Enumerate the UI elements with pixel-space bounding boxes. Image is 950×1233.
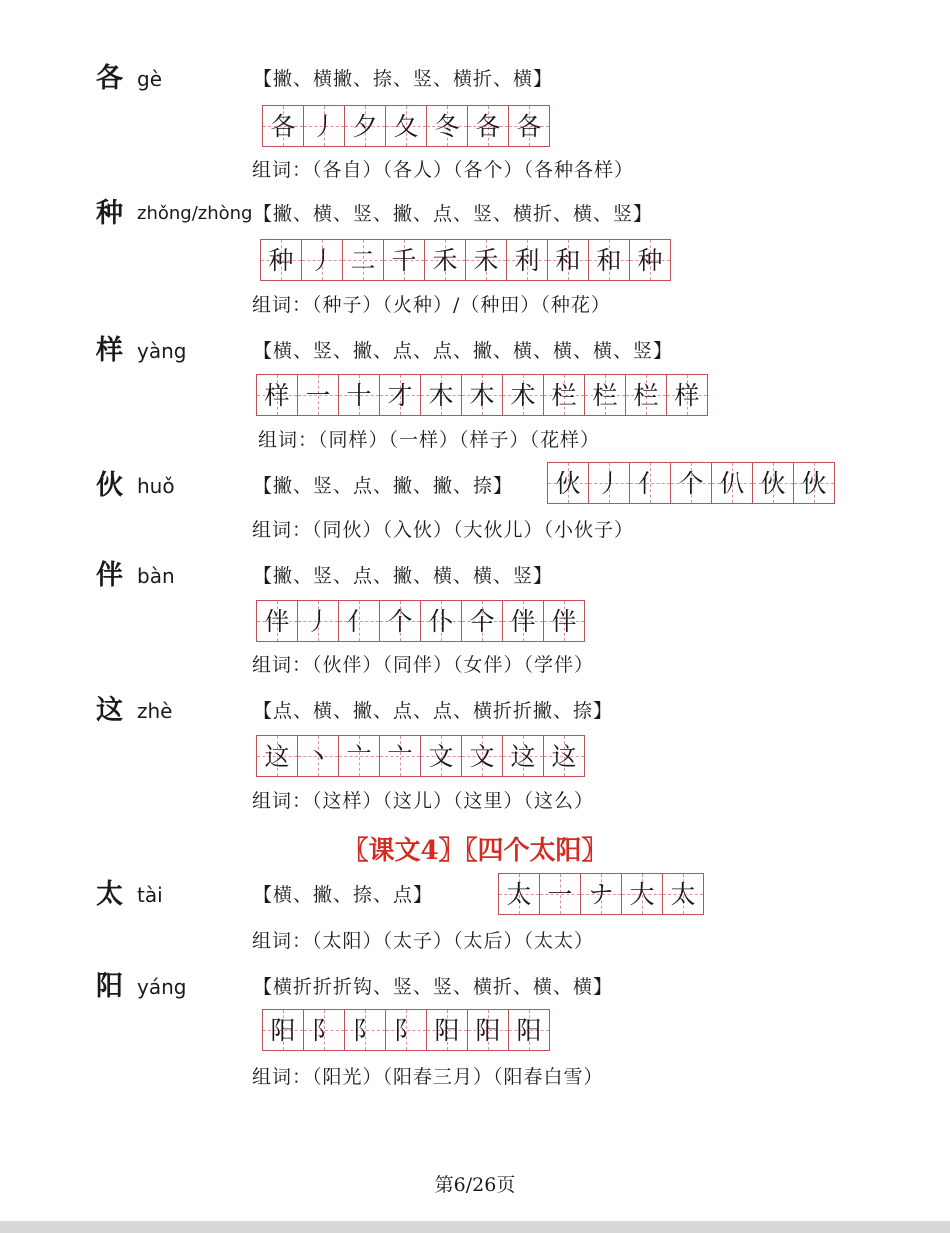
stroke-cell [263, 1010, 304, 1050]
word-examples: 组词：（种子）（火种）/（种田）（种花） [252, 294, 611, 316]
stroke-glyph: 个 [678, 468, 704, 498]
stroke-order: 【撇、竖、点、撇、横、横、竖】 [253, 565, 554, 587]
stroke-grid [256, 374, 708, 416]
stroke-cell [427, 106, 468, 146]
word-examples: 组词：（各自）（各人）（各个）（各种各样） [252, 159, 635, 181]
page-number: 第6/26页 [434, 1174, 516, 1196]
stroke-grid [498, 873, 704, 915]
entry-pinyin: bàn [137, 564, 175, 588]
stroke-cell [622, 874, 663, 914]
stroke-glyph: 亻 [637, 468, 663, 498]
word-examples: 组词：（这样）（这儿）（这里）（这么） [252, 790, 595, 812]
word-examples: 组词：（同伙）（入伙）（大伙儿）（小伙子） [252, 519, 635, 541]
stroke-cell [384, 240, 425, 280]
stroke-cell [544, 601, 584, 641]
lesson-heading: 〖课文4〗〖四个太阳〗 [342, 836, 608, 866]
stroke-cell [257, 601, 298, 641]
entry-pinyin: gè [137, 67, 162, 91]
stroke-cell [427, 1010, 468, 1050]
stroke-glyph: 一 [305, 380, 331, 410]
stroke-glyph: 一 [547, 879, 573, 909]
entry-pinyin: zhè [137, 699, 173, 723]
stroke-glyph: 种 [268, 245, 294, 275]
stroke-glyph: 样 [264, 380, 290, 410]
stroke-cell [343, 240, 384, 280]
stroke-cell [421, 736, 462, 776]
stroke-order: 【横、撇、捺、点】 [253, 884, 434, 906]
stroke-cell [663, 874, 703, 914]
stroke-cell [298, 375, 339, 415]
stroke-cell [302, 240, 343, 280]
stroke-glyph: 和 [555, 245, 581, 275]
stroke-glyph: 栏 [633, 380, 659, 410]
stroke-glyph: 夂 [393, 111, 419, 141]
stroke-glyph: 伙 [760, 468, 786, 498]
stroke-cell [503, 375, 544, 415]
stroke-glyph: 木 [469, 380, 495, 410]
stroke-cell [626, 375, 667, 415]
stroke-glyph: 各 [475, 111, 501, 141]
stroke-glyph: 禾 [432, 245, 458, 275]
stroke-cell [671, 463, 712, 503]
entry-character: 各 [96, 63, 123, 94]
entry-pinyin: tài [137, 883, 163, 907]
entry-character: 伴 [96, 560, 123, 591]
entry-character: 太 [96, 879, 123, 910]
stroke-glyph: 利 [514, 245, 540, 275]
stroke-cell [499, 874, 540, 914]
stroke-cell [509, 106, 549, 146]
stroke-cell [304, 106, 345, 146]
stroke-glyph: 这 [510, 741, 536, 771]
stroke-cell [712, 463, 753, 503]
word-examples: 组词：（阳光）（阳春三月）（阳春白雪） [252, 1066, 604, 1088]
word-examples: 组词：（伙伴）（同伴）（女伴）（学伴） [252, 654, 595, 676]
stroke-cell [585, 375, 626, 415]
stroke-cell [466, 240, 507, 280]
stroke-glyph: 伴 [510, 606, 536, 636]
entry-character: 伙 [96, 470, 123, 501]
stroke-cell [462, 736, 503, 776]
stroke-cell [548, 240, 589, 280]
stroke-cell [630, 240, 670, 280]
stroke-glyph: 仆 [428, 606, 454, 636]
stroke-cell [257, 736, 298, 776]
stroke-glyph: 阳 [434, 1015, 460, 1045]
stroke-glyph: 各 [270, 111, 296, 141]
stroke-cell [503, 601, 544, 641]
entry-pinyin: yàng [137, 339, 187, 363]
stroke-glyph: 丶 [305, 741, 331, 771]
stroke-glyph: 伙 [801, 468, 827, 498]
stroke-glyph: ナ [588, 879, 614, 909]
stroke-cell [257, 375, 298, 415]
stroke-cell [298, 601, 339, 641]
stroke-glyph: 文 [469, 741, 495, 771]
stroke-glyph: 仈 [719, 468, 745, 498]
stroke-glyph: 丿 [596, 468, 622, 498]
stroke-glyph: 阳 [475, 1015, 501, 1045]
stroke-cell [503, 736, 544, 776]
stroke-cell [425, 240, 466, 280]
stroke-glyph: 术 [510, 380, 536, 410]
stroke-glyph: 冬 [434, 111, 460, 141]
stroke-order: 【撇、横、竖、撇、点、竖、横折、横、竖】 [253, 203, 654, 225]
stroke-cell [421, 375, 462, 415]
stroke-order: 【横折折折钩、竖、竖、横折、横、横】 [253, 976, 614, 998]
stroke-glyph: 大 [629, 879, 655, 909]
stroke-glyph: 这 [551, 741, 577, 771]
stroke-glyph: 亠 [346, 741, 372, 771]
stroke-glyph: 丿 [311, 111, 337, 141]
stroke-glyph: 阝 [311, 1015, 337, 1045]
stroke-cell [421, 601, 462, 641]
bottom-scroll-bar [0, 1221, 950, 1233]
stroke-grid [260, 239, 671, 281]
stroke-cell [345, 1010, 386, 1050]
stroke-glyph: 亠 [387, 741, 413, 771]
stroke-cell [386, 106, 427, 146]
stroke-cell [380, 375, 421, 415]
stroke-glyph: 丿 [305, 606, 331, 636]
stroke-glyph: 伙 [555, 468, 581, 498]
entry-pinyin: zhǒng/zhòng [137, 203, 253, 224]
stroke-cell [386, 1010, 427, 1050]
stroke-glyph: 这 [264, 741, 290, 771]
stroke-cell [540, 874, 581, 914]
stroke-cell [261, 240, 302, 280]
stroke-cell [339, 601, 380, 641]
stroke-cell [380, 736, 421, 776]
stroke-cell [462, 601, 503, 641]
stroke-cell [581, 874, 622, 914]
stroke-cell [753, 463, 794, 503]
stroke-glyph: 栏 [592, 380, 618, 410]
stroke-glyph: 木 [428, 380, 454, 410]
stroke-glyph: 伴 [264, 606, 290, 636]
stroke-glyph: 十 [346, 380, 372, 410]
stroke-glyph: 栏 [551, 380, 577, 410]
entry-pinyin: yáng [137, 975, 187, 999]
entry-character: 种 [96, 198, 123, 229]
stroke-glyph: 样 [674, 380, 700, 410]
stroke-grid [262, 105, 550, 147]
stroke-glyph: 太 [670, 879, 696, 909]
entry-character: 阳 [96, 971, 123, 1002]
stroke-glyph: 伴 [551, 606, 577, 636]
stroke-grid [256, 735, 585, 777]
stroke-glyph: 才 [387, 380, 413, 410]
stroke-glyph: 丿 [309, 245, 335, 275]
stroke-cell [507, 240, 548, 280]
stroke-glyph: 种 [637, 245, 663, 275]
stroke-cell [304, 1010, 345, 1050]
stroke-cell [298, 736, 339, 776]
stroke-glyph: 个 [387, 606, 413, 636]
stroke-grid [547, 462, 835, 504]
entry-character: 这 [96, 695, 123, 726]
stroke-glyph: 太 [506, 879, 532, 909]
stroke-cell [589, 463, 630, 503]
stroke-cell [468, 1010, 509, 1050]
stroke-cell [380, 601, 421, 641]
stroke-grid [262, 1009, 550, 1051]
stroke-glyph: 二 [350, 245, 376, 275]
stroke-glyph: 千 [391, 245, 417, 275]
stroke-glyph: 禾 [473, 245, 499, 275]
stroke-cell [794, 463, 834, 503]
stroke-glyph: 阝 [393, 1015, 419, 1045]
stroke-cell [345, 106, 386, 146]
stroke-order: 【撇、竖、点、撇、撇、捺】 [253, 475, 514, 497]
stroke-cell [544, 736, 584, 776]
stroke-cell [509, 1010, 549, 1050]
word-examples: 组词：（太阳）（太子）（太后）（太太） [252, 930, 595, 952]
stroke-glyph: 和 [596, 245, 622, 275]
stroke-cell [468, 106, 509, 146]
stroke-cell [339, 375, 380, 415]
stroke-cell [339, 736, 380, 776]
stroke-glyph: 阳 [516, 1015, 542, 1045]
entry-character: 样 [96, 335, 123, 366]
stroke-glyph: 各 [516, 111, 542, 141]
stroke-cell [667, 375, 707, 415]
entry-pinyin: huǒ [137, 474, 175, 498]
stroke-cell [548, 463, 589, 503]
stroke-glyph: 阝 [352, 1015, 378, 1045]
stroke-cell [589, 240, 630, 280]
stroke-grid [256, 600, 585, 642]
stroke-glyph: 夕 [352, 111, 378, 141]
stroke-order: 【撇、横撇、捺、竖、横折、横】 [253, 68, 554, 90]
stroke-glyph: 文 [428, 741, 454, 771]
stroke-glyph: 阳 [270, 1015, 296, 1045]
stroke-cell [630, 463, 671, 503]
stroke-cell [263, 106, 304, 146]
stroke-cell [462, 375, 503, 415]
stroke-cell [544, 375, 585, 415]
word-examples: 组词：（同样）（一样）（样子）（花样） [258, 429, 601, 451]
stroke-glyph: 仐 [469, 606, 495, 636]
stroke-order: 【点、横、撇、点、点、横折折撇、捺】 [253, 700, 614, 722]
stroke-order: 【横、竖、撇、点、点、撇、横、横、横、竖】 [253, 340, 674, 362]
stroke-glyph: 亻 [346, 606, 372, 636]
